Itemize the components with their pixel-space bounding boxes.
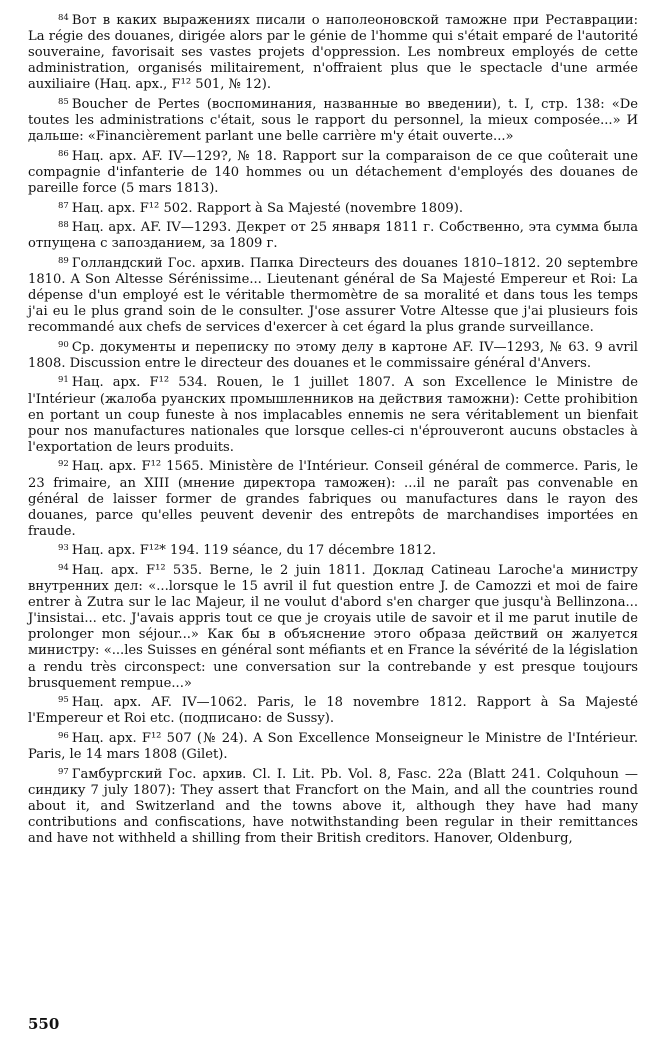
footnote-number: 85 [58,96,69,107]
footnote-number: 89 [58,255,69,266]
footnote-text: Гамбургский Гос. архив. Cl. I. Lit. Pb. Vol. 8, Fasc. 22a (Blatt 241. Colquhoun — синдику 7 july 1807): They assert that Francfort on the Main, and all the countries round about it, and Switzerland and the towns above it, although they have had many contributions and confiscations, have notwithstanding been regular in their remittances and have not withheld a shilling from their British creditors. Hanover, Oldenburg, [28,766,638,846]
footnote-88 [28,217,638,252]
footnote-number: 94 [58,563,69,573]
footnote-text: Нац. арх. F¹² 535. Berne, le 2 juin 1811. Доклад Catineau Laroche'а министру внутренних дел: «...lorsque le 15 avril il fut question entre J. de Camozzi et moi de faire entrer à Zutra sur le lac Majeur, il ne voulut d'abord s'en charger que jusqu'à Bellinzona... J'insistai... etc. J'avais appris tout ce que je croyais utile de savoir et il me parut inutile de prolonger mon séjour...» Как бы в объяснение этого образа действий он жалуется министру: «...les Suisses en général sont méfiants et en France la sévérité de la législation a rendu très circonspect: une conversation sur la contrebande y est presque toujours brusquement rempue...» [28,563,638,691]
footnote-92 [28,456,638,539]
footnote-91 [28,372,638,455]
footnote-87 [28,198,638,217]
footnote-84 [28,10,638,93]
footnote-number: 90 [58,339,69,350]
footnote-text: Нац. арх. F¹² 1565. Ministère de l'Intérieur. Conseil général de commerce. Paris, le 23 frimaire, an XIII (мнение директора таможен): ...il ne paraît pas convenable en général de laisser former de grandes fabriques ou manufactures dans le rayon des douanes, parce qu'elles peuvent devenir des entrepôts de marchandises importées en fraude. [28,459,638,539]
footnote-text: Нац. арх. F¹² 507 (№ 24). A Son Excellence Monseigneur le Ministre de l'Intérieur. Paris, le 14 mars 1808 (Gilet). [28,730,638,763]
footnote-96 [28,728,638,763]
page-number: 550 [28,1015,60,1033]
footnote-text: Вот в каких выражениях писали о наполеоновской таможне при Реставрации: La régie des douanes, dirigée alors par le génie de l'homme qui s'était emparé de l'autorité souveraine, favorisait ses vastes projets d'oppression. Les nombreux employés de cette administration, organisés militairement, n'offraient plus que le spectacle d'une armée auxiliaire (Нац. арх., F¹² 501, № 12). [28,13,638,93]
footnotes-block [28,10,638,847]
footnote-text: Нац. арх. F¹² 534. Rouen, le 1 juillet 1807. A son Excellence le Ministre de l'Intérieur (жалоба руанских промышленников на действия таможни): Cette prohibition en portant un coup funeste à nos implacables ennemis ne sera véritablement un bienfait pour nos manufactures nationales que lorsque celles-ci n'éprouveront aucuns obstacles à l'exportation de leurs produits. [28,375,638,455]
footnote-94 [28,560,638,692]
footnote-90 [28,337,638,372]
footnote-97 [28,764,638,847]
footnote-89 [28,253,638,336]
footnote-text: Нац. арх. F¹²* 194. 119 séance, du 17 décembre 1812. [71,543,437,559]
footnote-number: 95 [58,695,69,706]
footnote-text: Ср. документы и переписку по этому делу в картоне AF. IV—1293, № 63. 9 avril 1808. Discussion entre le directeur des douanes et le commissaire général d'Anvers. [28,339,638,371]
footnote-95 [28,692,638,727]
footnote-text: Нац. арх. AF. IV—129?, № 18. Rapport sur la comparaison de ce que coûterait une compagnie d'infanterie de 140 hommes ou un détachement d'employés des douanes de pareille force (5 mars 1813). [28,148,638,196]
footnote-number: 96 [58,730,69,741]
footnote-93 [28,540,638,559]
footnote-number: 91 [58,375,69,386]
footnote-number: 87 [58,200,69,211]
footnote-text: Голландский Гос. архив. Папка Directeurs des douanes 1810–1812. 20 septembre 1810. A Son Altesse Sérénissime... Lieutenant général de Sa Majesté Empereur et Roi: La dépense d'un employé est le véritable thermomètre de sa moralité et dans tous les temps j'ai eu le plus grand soin de le consulter. J'ose assurer Votre Altesse que j'ai plusieurs fois recommandé aux chefs de services d'exercer à cet égard la plus grande surveillance. [28,255,638,336]
footnote-number: 92 [58,459,69,470]
footnote-number: 93 [58,543,69,554]
footnote-85 [28,94,638,145]
footnote-86 [28,146,638,197]
footnote-number: 88 [58,220,69,231]
footnote-number: 86 [58,148,69,159]
footnote-number: 97 [58,766,69,777]
footnote-text: Нац. арх. F¹² 502. Rapport à Sa Majesté (novembre 1809). [71,200,464,216]
footnote-text: Нац. арх. AF. IV—1062. Paris, le 18 novembre 1812. Rapport à Sa Majesté l'Empereur et Roi etc. (подписано: de Sussy). [28,695,638,727]
footnote-number: 84 [58,13,69,23]
footnote-text: Нац. арх. AF. IV—1293. Декрет от 25 января 1811 г. Собственно, эта сумма была отпущена с запозданием, за 1809 г. [28,220,638,252]
footnote-text: Boucher de Pertes (воспоминания, названные во введении), t. I, стр. 138: «De toutes les administrations c'était, sous le rapport du personnel, la mieux composée...» И дальше: «Financièrement parlant une belle carrière m'y était ouverte...» [28,96,638,145]
